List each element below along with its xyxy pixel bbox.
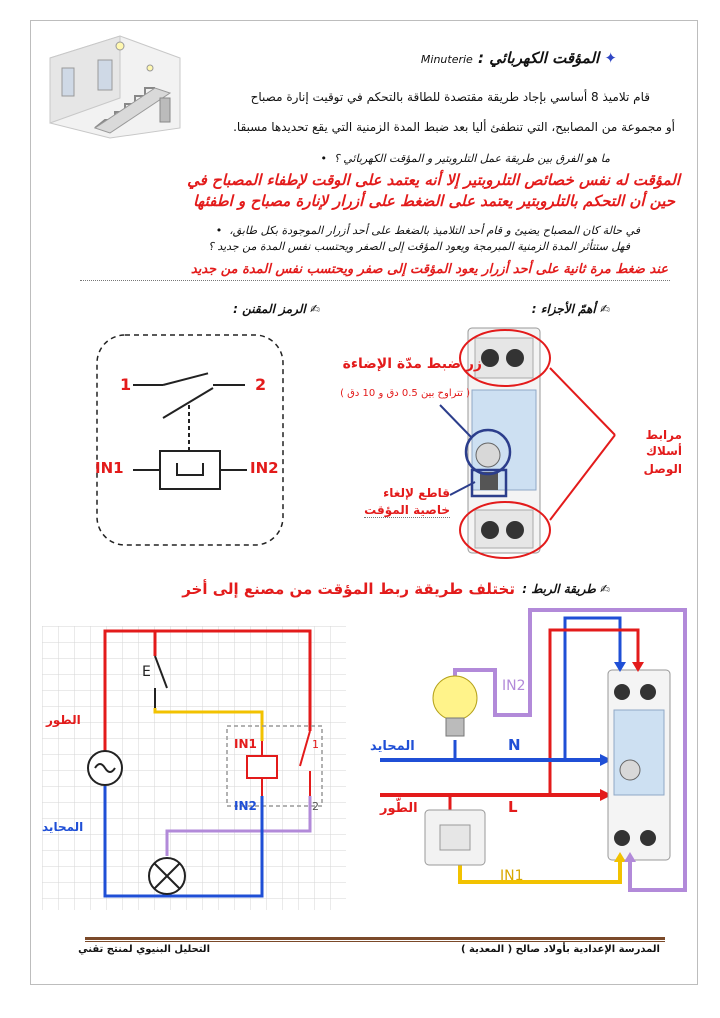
cancel-switch-label-1: قاطع لإلغاء: [383, 486, 450, 500]
page-title: ✦ المؤقت الكهربائي : Minuterie: [420, 49, 617, 67]
pictorial-phase-label: الطّور: [380, 801, 418, 816]
pictorial-in2-label: IN2: [502, 678, 526, 694]
pencil-icon: ✍: [599, 582, 610, 596]
symbol-label-in1: IN1: [95, 459, 124, 477]
footer-left: التحليل البنيوي لمنتج تقني: [78, 944, 210, 955]
parts-heading: ✍ أهمّ الأجزاء :: [531, 302, 610, 316]
terminals-label-3: الوصل: [643, 462, 682, 476]
staircase-illustration: [40, 28, 190, 143]
pictorial-in1-label: IN1: [500, 868, 524, 884]
schematic-neutral-label: المحايد: [42, 820, 84, 834]
pencil-icon: ✍: [599, 302, 610, 316]
pictorial-l-label: L: [508, 798, 518, 816]
pencil-icon: ✍: [309, 302, 320, 316]
terminals-label-1: مرابط: [645, 428, 682, 442]
schematic-wiring-diagram: [42, 626, 346, 910]
cancel-switch-label-2: خاصية المؤقت: [364, 503, 450, 517]
pin-icon: ✦: [604, 49, 617, 67]
symbol-label-1: 1: [120, 375, 132, 394]
pictorial-neutral-label: المحايد: [370, 739, 415, 754]
terminals-label-2: أسلاك: [645, 444, 682, 458]
answer-1-line-2: حين أن التحكم بالتلروبتير يعتمد على الضغط على أزرار لإنارة مصباح و اطفئها: [193, 192, 675, 210]
schematic-switch-label: E: [142, 664, 151, 680]
pictorial-wiring-diagram: [350, 600, 690, 910]
intro-line-1: قام تلاميذ 8 أساسي بإجاد طريقة مقتصدة للطاقة بالتحكم في توقيت إنارة مصباح: [250, 90, 650, 104]
symbol-label-in2: IN2: [250, 459, 279, 477]
answer-2-dotted-line: [80, 280, 670, 281]
schematic-t2-label: 2: [312, 800, 319, 813]
footer-divider: [85, 937, 665, 940]
question-1: ما هو الفرق بين طريقة عمل التلروبتير و المؤقت الكهربائي ؟ •: [320, 152, 610, 165]
schematic-in2-label: IN2: [234, 799, 257, 813]
wiring-note: تختلف طريقة ربط المؤقت من مصنع إلى أخر: [182, 580, 515, 598]
footer-divider-thin: [85, 941, 665, 942]
footer-right: المدرسة الإعدادية بأولاد صالح ( المعدية ): [460, 944, 660, 955]
symbol-heading: ✍ الرمز المقنن :: [233, 302, 320, 316]
adjust-range-label: ( تتراوح بين 0.5 دق و 10 دق ): [340, 388, 470, 399]
schematic-in1-label: IN1: [234, 737, 257, 751]
wiring-heading: ✍ طريقة الربط :: [522, 582, 610, 596]
question-2-line-1: في حالة كان المصباح يضيئ و قام أحد التلاميذ بالضغط على أحد أزرار الموجودة بكل طابق، •: [215, 224, 640, 237]
answer-1-line-1: المؤقت له نفس خصائص التلروبتير إلا أنه يعتمد على الوقت لإطفاء المصباح في: [187, 171, 680, 189]
schematic-t1-label: 1: [312, 738, 319, 751]
symbol-label-2: 2: [255, 375, 267, 394]
pictorial-n-label: N: [508, 736, 521, 754]
answer-2: عند ضغط مرة ثانية على أحد أزرار يعود المؤقت إلى صفر ويحتسب نفس المدة من جديد: [190, 262, 668, 277]
schematic-phase-label: الطور: [46, 713, 81, 727]
intro-line-2: أو مجموعة من المصابيح، التي تنطفئ أليا بعد ضبط المدة الزمنية التي يقع تحديدها مسبقا.: [233, 120, 675, 134]
adjust-button-label: زر ضبط مدّة الإضاءة: [342, 356, 482, 372]
question-2-line-2: فهل ستتأثر المدة الزمنية المبرمجة ويعود المؤقت إلى الصفر ويحتسب نفس المدة من جديد ؟: [207, 240, 630, 253]
standard-symbol-diagram: [95, 333, 285, 548]
